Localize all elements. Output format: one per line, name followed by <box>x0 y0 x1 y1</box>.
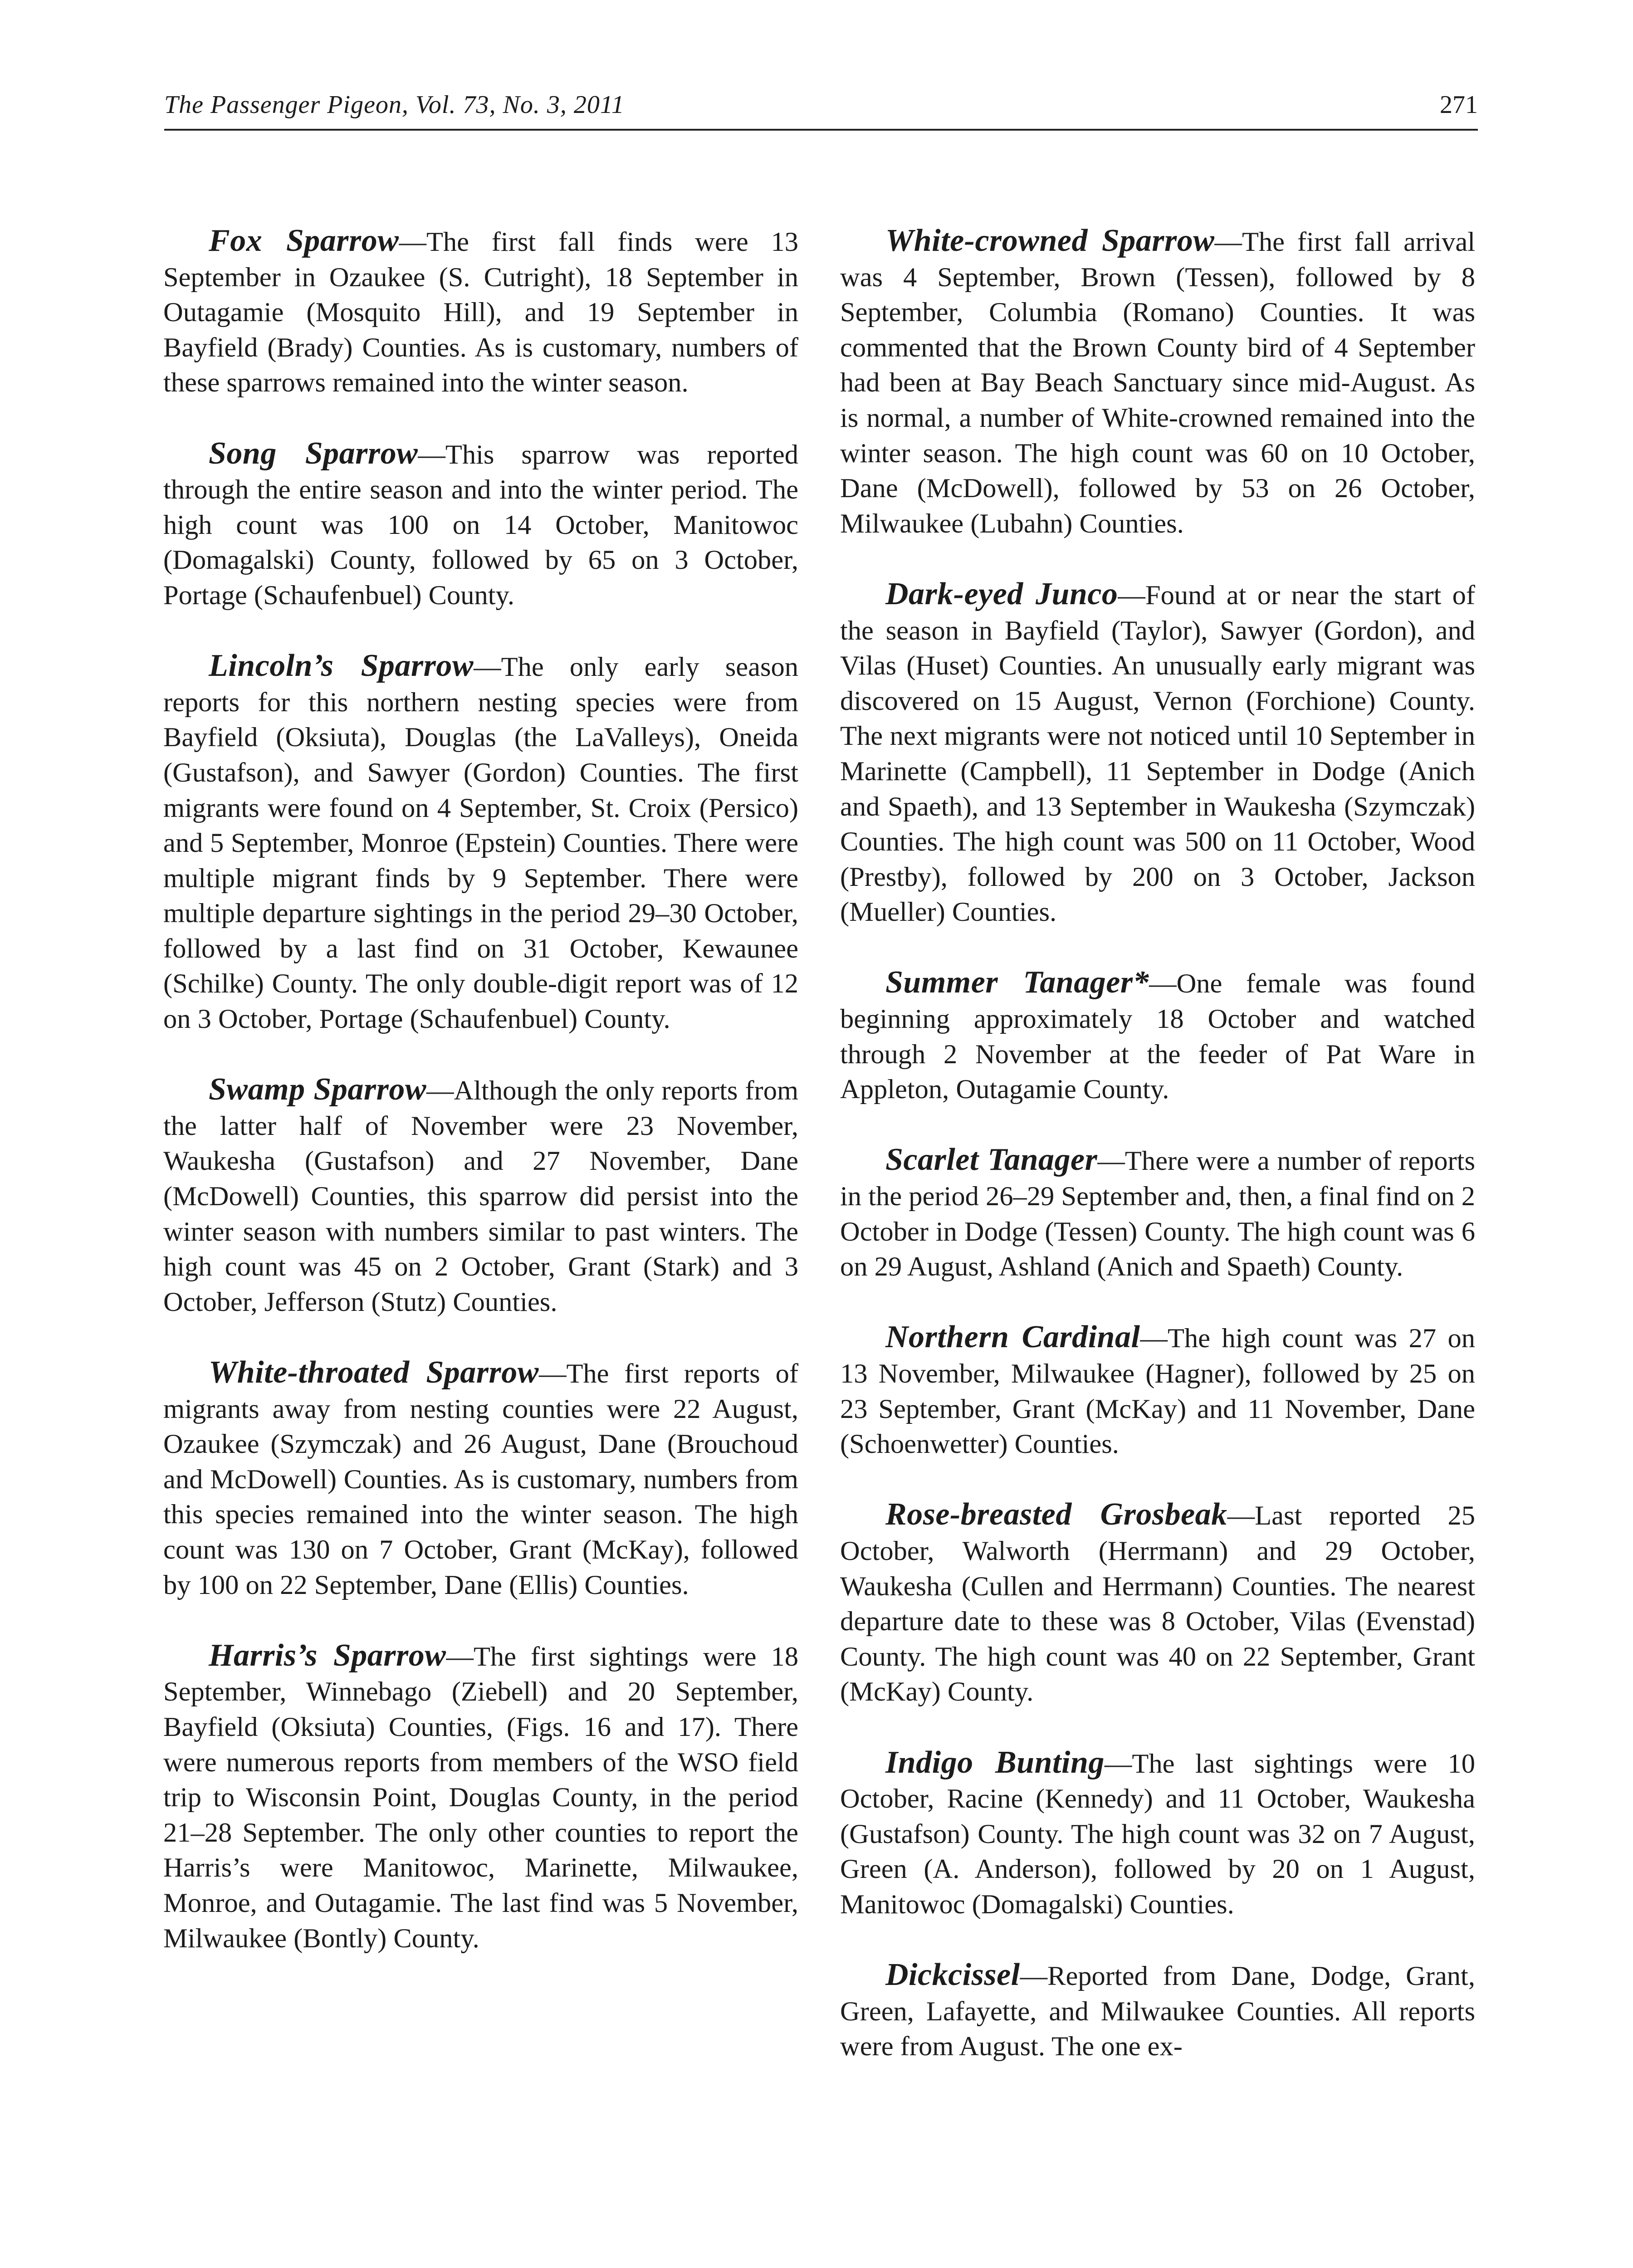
species-name: Harris’s Sparrow <box>209 1637 446 1673</box>
journal-title: The Passenger Pigeon, Vol. 73, No. 3, 2011 <box>164 91 625 119</box>
species-account <box>840 1142 1475 1284</box>
account-text: —The first reports of migrants away from nesting counties were 22 August, Ozaukee (Szymczak) and 26 August, Dane (Brouchoud and McDowell) Counties. As is customary, numbers from this species remained into the winter season. The high count was 130 on 7 October, Grant (McKay), followed by 100 on 22 September, Dane (Ellis) Counties. <box>163 1359 798 1600</box>
running-header <box>164 85 1478 131</box>
species-account <box>163 223 798 401</box>
account-text: —The only early season reports for this northern nesting species were from Bayfield (Oksiuta), Douglas (the LaValleys), Oneida (Gustafson), and Sawyer (Gordon) Counties. The first migrants were found on 4 September, St. Croix (Persico) and 5 September, Monroe (Epstein) Counties. There were multiple migrant finds by 9 September. There were multiple departure sightings in the period 29–30 October, followed by a last find on 31 October, Kewaunee (Schilke) County. The only double-digit report was of 12 on 3 October, Portage (Schaufenbuel) County. <box>163 652 798 1035</box>
species-name: Indigo Bunting <box>885 1745 1105 1780</box>
species-name: Rose-breasted Grosbeak <box>885 1497 1227 1532</box>
account-text: —The last sightings were 10 October, Racine (Kennedy) and 11 October, Waukesha (Gustafson) County. The high count was 32 on 7 August, Green (A. Anderson), followed by 20 on 1 August, Manitowoc (Domagalski) Counties. <box>840 1748 1475 1920</box>
species-account <box>163 1638 798 1956</box>
species-account <box>163 1072 798 1320</box>
account-text: —Found at or near the start of the season in Bayfield (Taylor), Sawyer (Gordon), and Vilas (Huset) Counties. An unusually early migrant was discovered on 15 August, Vernon (Forchione) County. The next migrants were not noticed until 10 September in Marinette (Campbell), 11 September in Dodge (Anich and Spaeth), and 13 September in Waukesha (Szymczak) Counties. The high count was 500 on 11 October, Wood (Prestby), followed by 200 on 3 October, Jackson (Mueller) Counties. <box>840 580 1475 928</box>
species-account <box>163 1355 798 1603</box>
species-account <box>840 965 1475 1107</box>
species-account <box>840 577 1475 930</box>
account-text: —The first fall arrival was 4 September, Brown (Tessen), followed by 8 September, Columbia (Romano) Counties. It was commented that the Brown County bird of 4 September had been at Bay Beach Sanctuary since mid-August. As is normal, a number of White-crowned remained into the winter season. The high count was 60 on 10 October, Dane (McDowell), followed by 53 on 26 October, Milwaukee (Lubahn) Counties. <box>840 227 1475 539</box>
species-name: White-throated Sparrow <box>209 1355 539 1390</box>
account-text: —There were a number of reports in the period 26–29 September and, then, a final find on 2 October in Dodge (Tessen) County. The high count was 6 on 29 August, Ashland (Anich and Spaeth) County. <box>840 1146 1475 1282</box>
species-name: Dickcissel <box>885 1957 1020 1993</box>
species-name: Song Sparrow <box>209 435 418 471</box>
species-account <box>163 436 798 613</box>
species-name: Dark-eyed Junco <box>885 576 1118 611</box>
species-name: Northern Cardinal <box>885 1320 1140 1355</box>
account-text: —The first sightings were 18 September, Winnebago (Ziebell) and 20 September, Bayfield (Oksiuta) Counties, (Figs. 16 and 17). There were numerous reports from members of the WSO field trip to Wisconsin Point, Douglas County, in the period 21–28 September. The only other counties to report the Harris’s were Manitowoc, Marinette, Milwaukee, Monroe, and Outagamie. The last find was 5 November, Milwaukee (Bontly) County. <box>163 1641 798 1954</box>
species-account <box>840 1320 1475 1461</box>
species-account <box>840 223 1475 541</box>
species-name: Fox Sparrow <box>209 223 399 258</box>
species-account <box>840 1745 1475 1922</box>
account-text: —The high count was 27 on 13 November, Milwaukee (Hagner), followed by 25 on 23 September, Grant (McKay) and 11 November, Dane (Schoenwetter) Counties. <box>840 1323 1475 1460</box>
account-text: —This sparrow was reported through the entire season and into the winter period. The high count was 100 on 14 October, Manitowoc (Domagalski) County, followed by 65 on 3 October, Portage (Schaufenbuel) County. <box>163 439 798 611</box>
species-name: White-crowned Sparrow <box>885 223 1215 258</box>
species-name: Summer Tanager* <box>885 965 1149 1000</box>
species-name: Lincoln’s Sparrow <box>209 648 474 684</box>
right-column <box>840 223 1475 2099</box>
species-name: Scarlet Tanager <box>885 1142 1098 1178</box>
account-text: —One female was found beginning approximately 18 October and watched through 2 November at the feeder of Pat Ware in Appleton, Outagamie County. <box>840 968 1475 1105</box>
account-text: —Although the only reports from the latter half of November were 23 November, Waukesha (Gustafson) and 27 November, Dane (McDowell) Counties, this sparrow did persist into the winter season with numbers similar to past winters. The high count was 45 on 2 October, Grant (Stark) and 3 October, Jefferson (Stutz) Counties. <box>163 1075 798 1317</box>
account-text: —Reported from Dane, Dodge, Grant, Green, Lafayette, and Milwaukee Counties. All reports were from August. The one ex- <box>840 1961 1475 2062</box>
species-name: Swamp Sparrow <box>209 1072 427 1107</box>
account-text: —The first fall finds were 13 September in Ozaukee (S. Cutright), 18 September in Outagamie (Mosquito Hill), and 19 September in Bayfield (Brady) Counties. As is customary, numbers of these sparrows remained into the winter season. <box>163 227 798 398</box>
species-account <box>840 1957 1475 2064</box>
page-number: 271 <box>1440 91 1478 119</box>
account-text: —Last reported 25 October, Walworth (Herrmann) and 29 October, Waukesha (Cullen and Herrmann) Counties. The nearest departure date to these was 8 October, Vilas (Evenstad) County. The high count was 40 on 22 September, Grant (McKay) County. <box>840 1501 1475 1707</box>
species-account <box>163 648 798 1037</box>
left-column <box>163 223 798 1991</box>
species-account <box>840 1497 1475 1710</box>
